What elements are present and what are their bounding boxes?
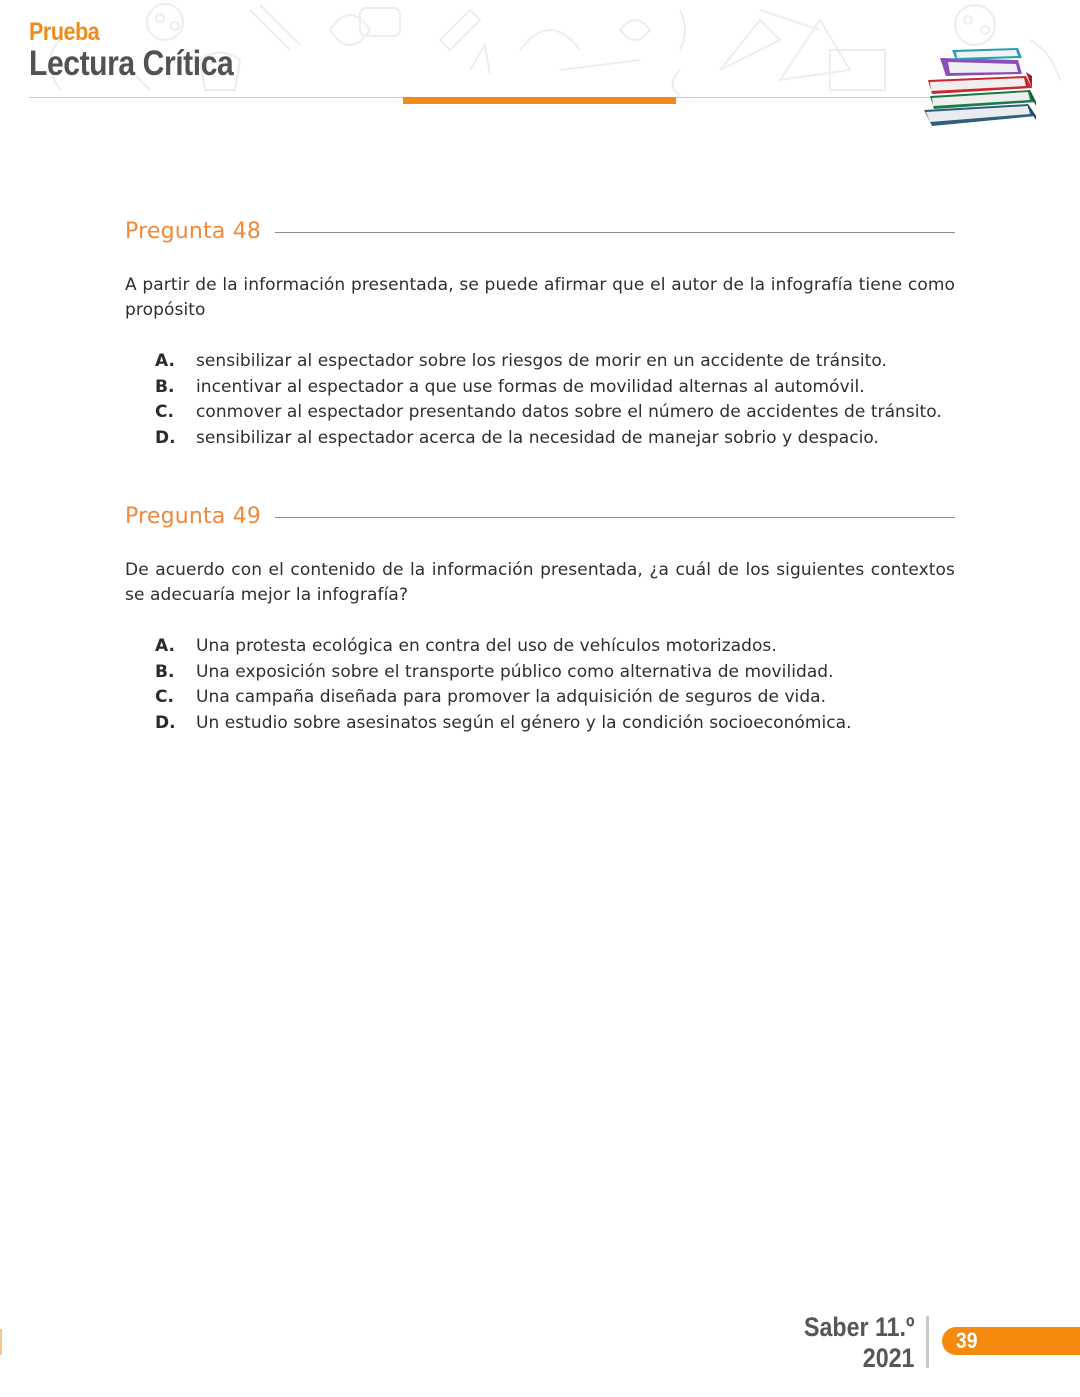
footer-brand-line-2: 2021 — [862, 1343, 914, 1373]
answer-option-d[interactable] — [155, 426, 955, 452]
footer-brand-line-1: Saber 11.º — [803, 1312, 914, 1342]
question-stem: A partir de la información presentada, se puede afirmar que el autor de la infografía tiene como propósito — [125, 275, 955, 320]
answer-option-a[interactable] — [155, 634, 955, 660]
option-letter: D. — [155, 427, 176, 448]
option-text: sensibilizar al espectador acerca de la necesidad de manejar sobrio y despacio. — [196, 427, 879, 448]
answer-options — [155, 634, 955, 736]
option-letter: D. — [155, 712, 176, 733]
question-title: Pregunta 48 — [125, 218, 262, 244]
question-title-rule — [275, 232, 955, 233]
test-kicker-label: Prueba — [29, 18, 100, 46]
page-number: 39 — [956, 1328, 978, 1353]
answer-option-c[interactable] — [155, 400, 955, 426]
question-48 — [125, 215, 955, 451]
answer-option-a[interactable] — [155, 349, 955, 375]
question-header — [125, 500, 955, 532]
answer-option-b[interactable] — [155, 375, 955, 401]
option-text: Una protesta ecológica en contra del uso de vehículos motorizados. — [196, 636, 777, 656]
question-header — [125, 215, 955, 247]
option-text: Una exposición sobre el transporte público como alternativa de movilidad. — [196, 661, 834, 682]
answer-option-d[interactable] — [155, 711, 955, 737]
option-text: incentivar al espectador a que use formas de movilidad alternas al automóvil. — [196, 376, 865, 397]
option-text: sensibilizar al espectador sobre los riesgos de morir en un accidente de tránsito. — [196, 351, 887, 371]
option-letter: A. — [155, 351, 175, 371]
footer-divider — [926, 1316, 929, 1368]
question-title: Pregunta 49 — [125, 503, 262, 529]
question-title-rule — [275, 517, 955, 518]
question-49 — [125, 500, 955, 736]
test-subject-title: Lectura Crítica — [29, 44, 234, 83]
option-letter: C. — [155, 687, 174, 707]
option-text: Una campaña diseñada para promover la adquisición de seguros de vida. — [196, 687, 827, 707]
stack-of-books-icon — [918, 46, 1042, 130]
footer-brand — [804, 1312, 914, 1374]
page-header — [0, 0, 1080, 130]
option-text: Un estudio sobre asesinatos según el género y la condición socioeconómica. — [196, 712, 852, 733]
question-stem: De acuerdo con el contenido de la información presentada, ¿a cuál de los siguientes contextos se adecuaría mejor la infografía? — [125, 560, 955, 605]
answer-option-b[interactable] — [155, 660, 955, 686]
option-letter: B. — [155, 661, 175, 682]
page-edge-marker — [0, 1329, 2, 1355]
option-text: conmover al espectador presentando datos sobre el número de accidentes de tránsito. — [196, 402, 942, 422]
answer-option-c[interactable] — [155, 685, 955, 711]
option-letter: A. — [155, 636, 175, 656]
header-accent-bar — [403, 97, 676, 104]
answer-options — [155, 349, 955, 451]
option-letter: C. — [155, 402, 174, 422]
option-letter: B. — [155, 376, 175, 397]
